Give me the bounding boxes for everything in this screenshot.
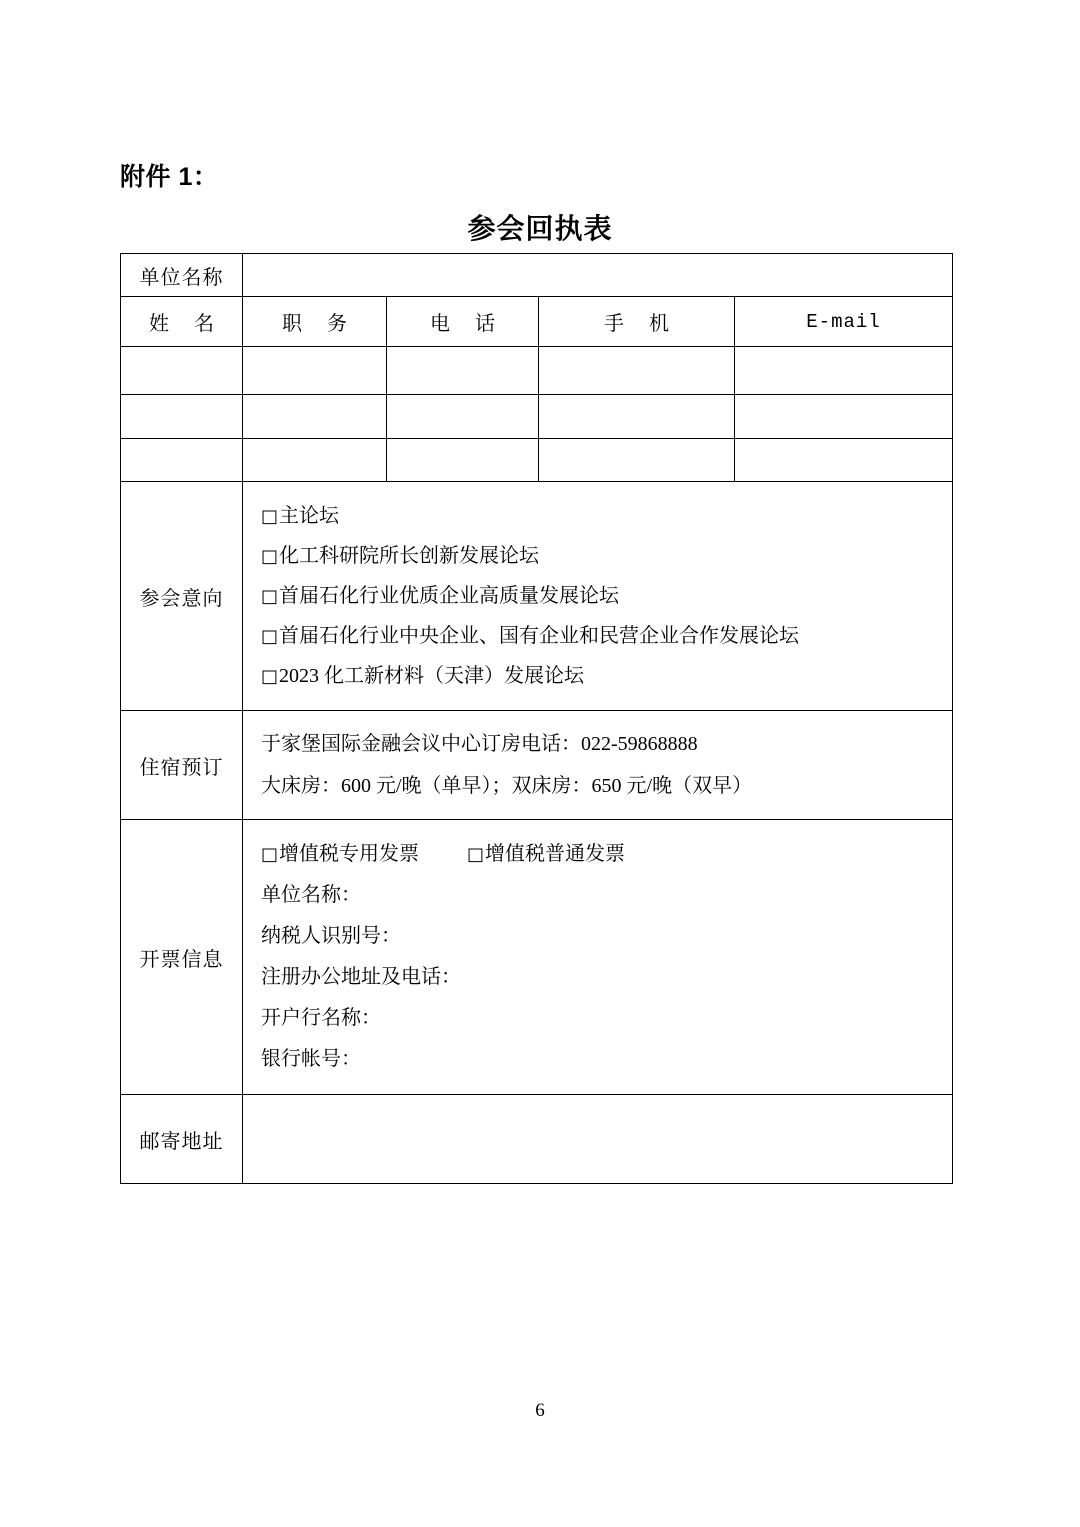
checkbox-icon[interactable]: □ [261, 546, 279, 567]
cell-email-1[interactable] [735, 347, 953, 395]
cell-mobile-1[interactable] [539, 347, 735, 395]
checkbox-label: 化工科研院所长创新发展论坛 [279, 545, 540, 567]
cell-mobile-3[interactable] [539, 439, 735, 482]
invoice-field-unit-name[interactable]: 单位名称： [261, 884, 361, 906]
cell-position-2[interactable] [243, 395, 387, 439]
page-number: 6 [535, 1400, 545, 1421]
column-header-mobile: 手 机 [539, 297, 735, 347]
unit-name-input-cell[interactable] [243, 254, 953, 297]
invoice-field-address-phone[interactable]: 注册办公地址及电话： [261, 966, 461, 988]
checkbox-option-research-institute-forum[interactable] [261, 536, 952, 576]
invoice-field-bank-name[interactable]: 开户行名称： [261, 1007, 381, 1029]
column-header-email: E-mail [735, 297, 953, 347]
column-header-phone: 电 话 [387, 297, 539, 347]
column-header-name: 姓 名 [121, 297, 243, 347]
row-label-invoice: 开票信息 [121, 820, 243, 1095]
page-title: 参会回执表 [467, 213, 613, 244]
checkbox-option-main-forum[interactable] [261, 496, 952, 536]
checkbox-option-quality-enterprise-forum[interactable] [261, 576, 952, 616]
table-row-lodging [121, 711, 953, 820]
cell-phone-1[interactable] [387, 347, 539, 395]
checkbox-icon[interactable]: □ [467, 844, 485, 865]
lodging-info-block [243, 711, 952, 819]
checkbox-label: 主论坛 [279, 505, 340, 527]
cell-email-2[interactable] [735, 395, 953, 439]
mailing-address-input-cell[interactable] [243, 1095, 953, 1184]
table-row-unit-name [121, 254, 953, 297]
invoice-field-bank-account[interactable]: 银行帐号： [261, 1048, 361, 1070]
row-label-intent: 参会意向 [121, 482, 243, 711]
table-row [121, 439, 953, 482]
checkbox-icon[interactable]: □ [261, 586, 279, 607]
cell-name-3[interactable] [121, 439, 243, 482]
cell-name-1[interactable] [121, 347, 243, 395]
checkbox-label: 增值税普通发票 [485, 843, 626, 865]
column-header-position: 职 务 [243, 297, 387, 347]
row-label-lodging: 住宿预订 [121, 711, 243, 820]
checkbox-option-new-materials-forum[interactable] [261, 656, 952, 696]
cell-position-3[interactable] [243, 439, 387, 482]
checkbox-label: 2023 化工新材料（天津）发展论坛 [279, 665, 585, 687]
cell-email-3[interactable] [735, 439, 953, 482]
checkbox-option-general-invoice[interactable] [467, 843, 625, 865]
cell-phone-3[interactable] [387, 439, 539, 482]
invoice-info-cell [243, 820, 953, 1095]
row-label-mailing-address: 邮寄地址 [121, 1095, 243, 1184]
checkbox-icon[interactable]: □ [261, 666, 279, 687]
checkbox-icon[interactable]: □ [261, 626, 279, 647]
table-row [121, 395, 953, 439]
cell-phone-2[interactable] [387, 395, 539, 439]
checkbox-icon[interactable]: □ [261, 506, 279, 527]
invoice-info-block [243, 820, 952, 1094]
lodging-info-cell [243, 711, 953, 820]
checkbox-label: 增值税专用发票 [279, 843, 420, 865]
cell-name-2[interactable] [121, 395, 243, 439]
checkbox-label: 首届石化行业中央企业、国有企业和民营企业合作发展论坛 [279, 625, 800, 647]
registration-form-table [120, 253, 953, 1184]
table-row-intent [121, 482, 953, 711]
invoice-field-taxpayer-id[interactable]: 纳税人识别号： [261, 925, 401, 947]
checkbox-option-special-invoice[interactable] [261, 843, 419, 865]
table-row [121, 347, 953, 395]
cell-mobile-2[interactable] [539, 395, 735, 439]
table-row-person-headers [121, 297, 953, 347]
attachment-label: 附件 1： [120, 163, 219, 191]
lodging-booking-phone: 于家堡国际金融会议中心订房电话：022-59868888 [261, 733, 698, 755]
invoice-type-row [261, 834, 952, 875]
checkbox-icon[interactable]: □ [261, 844, 279, 865]
table-row-invoice [121, 820, 953, 1095]
cell-position-1[interactable] [243, 347, 387, 395]
row-label-unit-name: 单位名称 [121, 254, 243, 297]
intent-options-cell [243, 482, 953, 711]
intent-option-list [243, 482, 952, 710]
checkbox-option-cooperation-forum[interactable] [261, 616, 952, 656]
lodging-room-rates: 大床房：600 元/晚（单早）；双床房：650 元/晚（双早） [261, 775, 753, 797]
table-row-mailing-address [121, 1095, 953, 1184]
checkbox-label: 首届石化行业优质企业高质量发展论坛 [279, 585, 620, 607]
